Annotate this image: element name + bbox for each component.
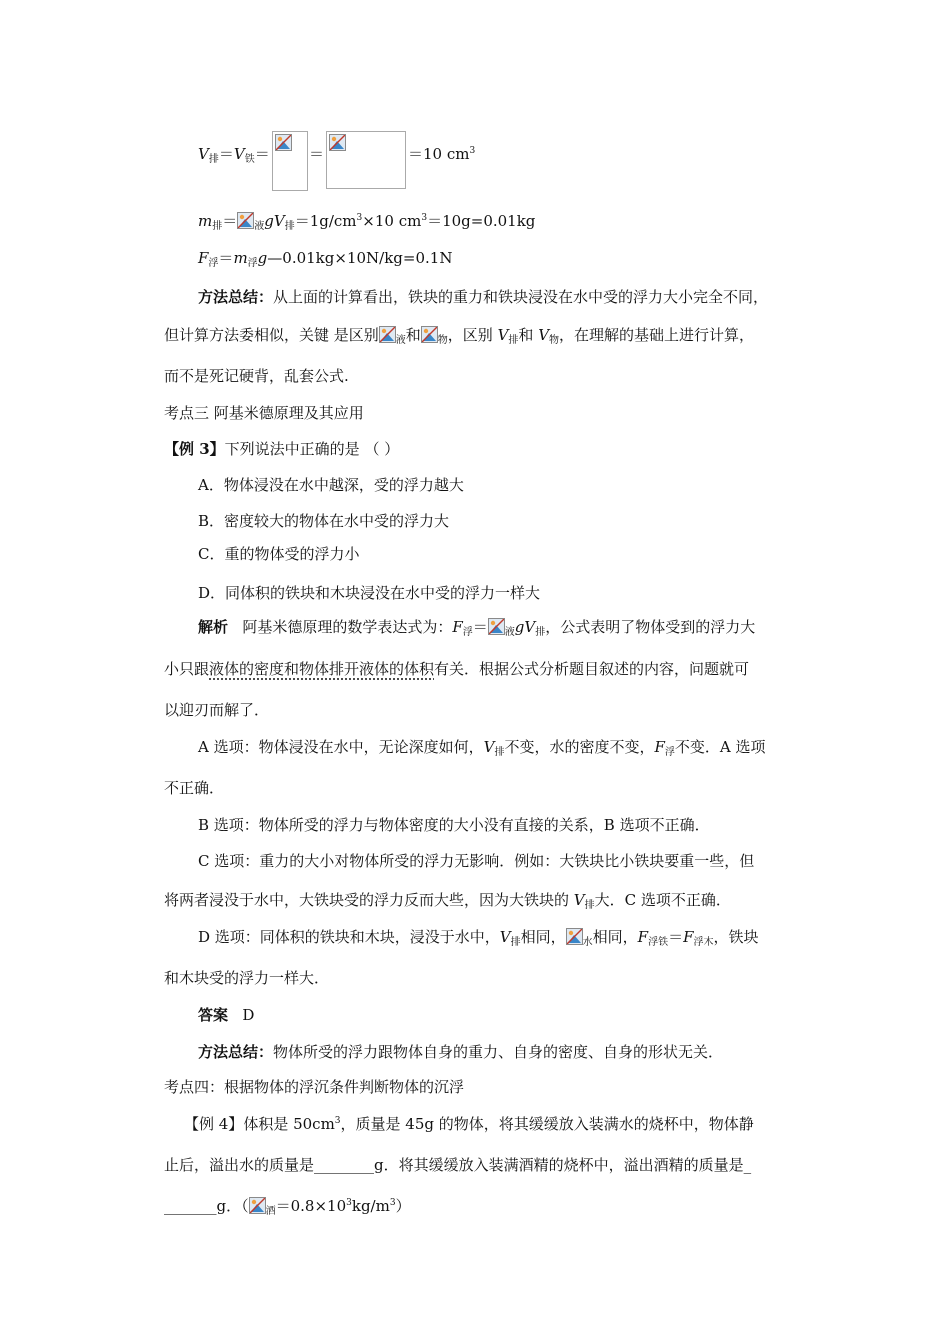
rho-image-icon	[566, 928, 583, 945]
rho-image-icon	[379, 326, 396, 343]
analysis-d-line-1: D 选项：同体积的铁块和木块，浸没于水中，$V_排$相同， $_水$相同，$F_{浮铁}=F_{浮木}$，铁块	[198, 928, 759, 948]
analysis-line-1: 解析 阿基米德原理的数学表达式为：$F_浮=$ $_液gV_排$，公式表明了物体受到的浮力大	[198, 618, 756, 638]
analysis-a-line-1: A 选项：物体浸没在水中，无论深度如何，$V_排$不变，水的密度不变，$F_浮$不变．A 选项	[198, 738, 766, 758]
example-3-question: 【例 3】下列说法中正确的是 （ ）	[164, 440, 400, 458]
volume-result: ＝10 $cm^3$	[408, 145, 476, 163]
option-b: B．密度较大的物体在水中受的浮力大	[198, 512, 450, 530]
section-title-3: 考点三 阿基米德原理及其应用	[164, 404, 364, 422]
rho-image-icon	[421, 326, 438, 343]
example-4-line-1: 【例 4】体积是 $50cm^3$，质量是 45g 的物体，将其缓缓放入装满水的烧杯中，物体静	[184, 1115, 754, 1133]
summary-1-line-1: 方法总结：从上面的计算看出，铁块的重力和铁块浸没在水中受的浮力大小完全不同，	[198, 288, 769, 306]
summary-1-line-3: 而不是死记硬背，乱套公式.	[164, 367, 349, 385]
rho-image-icon	[488, 618, 505, 635]
equals-sign: ＝	[309, 145, 325, 163]
option-a: A．物体浸没在水中越深，受的浮力越大	[198, 476, 464, 494]
equation-mass: $m_排=$ $_液gV_排=1g/cm^3\times 10$ $cm^3=10g=0.01kg$	[198, 212, 536, 232]
analysis-c-line-2: 将两者浸没于水中，大铁块受的浮力反而大些，因为大铁块的 $V_排$大．C 选项不正确．	[164, 891, 731, 911]
example-4-line-2: 止后，溢出水的质量是________g．将其缓缓放入装满酒精的烧杯中，溢出酒精的质量是_	[164, 1156, 752, 1174]
equation-volume: $V_排=V_铁=$	[198, 145, 270, 165]
summary-2: 方法总结：物体所受的浮力跟物体自身的重力、自身的密度、自身的形状无关．	[198, 1043, 724, 1061]
analysis-a-line-2: 不正确．	[164, 779, 225, 797]
formula-image-2	[326, 131, 406, 189]
analysis-d-line-2: 和木块受的浮力一样大．	[164, 969, 330, 987]
rho-image-icon	[237, 212, 254, 229]
summary-1-line-2: 但计算方法委相似，关键 是区别 $_液$和 $_物$，区别 $V_排$和 $V_物$，在理解的基础上进行计算，	[164, 326, 755, 346]
example-4-line-3: _______g．（ $_酒=0.8\times 10^3kg/m^3$）	[164, 1197, 411, 1217]
var-v: V	[198, 145, 209, 163]
option-d: D．同体积的铁块和木块浸没在水中受的浮力一样大	[198, 584, 541, 602]
analysis-line-2: 小只跟液体的密度和物体排开液体的体积有关．根据公式分析题目叙述的内容，问题就可	[164, 660, 750, 678]
rho-image-icon	[249, 1197, 266, 1214]
equation-force: $F_浮=m_浮g—0.01kg\times 10N/kg=0.1N$	[198, 249, 453, 269]
option-c: C．重的物体受的浮力小	[198, 545, 360, 563]
formula-image-1	[272, 131, 308, 191]
broken-image-icon	[275, 134, 292, 151]
answer: 答案 D	[198, 1006, 255, 1024]
analysis-c-line-1: C 选项：重力的大小对物体所受的浮力无影响．例如：大铁块比小铁块要重一些，但	[198, 852, 755, 870]
analysis-line-3: 以迎刃而解了．	[164, 701, 270, 719]
broken-image-icon	[329, 134, 346, 151]
analysis-b: B 选项：物体所受的浮力与物体密度的大小没有直接的关系，B 选项不正确．	[198, 816, 710, 834]
section-title-4: 考点四：根据物体的浮沉条件判断物体的沉浮	[164, 1078, 465, 1096]
